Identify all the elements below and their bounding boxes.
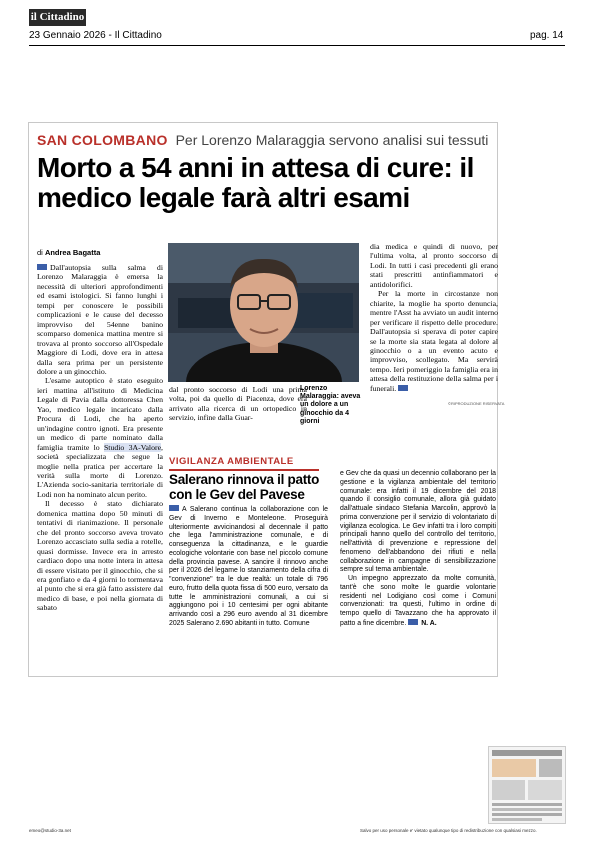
header-divider [29, 45, 565, 46]
highlighted-text: Studio 3A-Valore [103, 442, 162, 452]
paragraph [37, 376, 163, 499]
paragraph-text: , società specializzata che segue la moglie nella pratica per accertare la verità sulla morte di Lorenzo. L'Azienda socio-sanitaria territoriale di Lodi non ha nominato alcun perito. [37, 442, 163, 499]
paragraph [370, 289, 498, 393]
dateline: 23 Gennaio 2026 - Il Cittadino [29, 30, 162, 41]
byline [37, 248, 100, 257]
newspaper-logo: il Cittadino [29, 9, 86, 26]
portrait-illustration [168, 243, 359, 382]
thumbnail-graphic [489, 747, 565, 823]
page-number: pag. 14 [530, 30, 564, 41]
paragraph [37, 263, 163, 376]
byline-prefix: di [37, 248, 43, 257]
article-column-2 [169, 385, 307, 423]
sidebar-column-2 [340, 470, 496, 629]
sidebar-section-label: VIGILANZA AMBIENTALE [169, 456, 294, 467]
photo-caption: Lorenzo Malaraggia: aveva un dolore a un ginocchio da 4 giorni [300, 385, 361, 425]
footer-email: emeo@studio-3a.net [29, 828, 71, 833]
paragraph [340, 575, 496, 629]
paragraph: dia medica e quindi di nuovo, per l'ultima volta, al pronto soccorso di Lodi. In tutti i casi precedenti gli erano stati prescritti antinfiammatori e antidolorifici. [370, 242, 498, 289]
kicker: Per Lorenzo Malaraggia servono analisi sui tessuti [175, 132, 489, 148]
square-marker-icon [37, 264, 47, 270]
signature: N. A. [421, 619, 437, 627]
footer-disclaimer: Salvo per uso personale e' vietato qualunque tipo di redistribuzione con qualsiasi mezzo. [360, 828, 537, 833]
paragraph: e Gev che da quasi un decennio collaborano per la gestione e la vigilanza ambientale del territorio comunale: era infatti il 19 dicembre del 2018 quando il consiglio comunale, allora già guidato dall'attuale sindaco Stefania Marcolin, approvò la prima convenzione per il servizio di volontariato di vigilanza ecologica. Le Gev infatti tra i loro compiti principali hanno quello del controllo del territorio, nell'attività di prevenzione e repressione del fenomeno dell'abbandono dei rifiuti e nella collaborazione in campagne di sensibilizzazione sempre sul tema ambientale. [340, 470, 496, 574]
paragraph-text: A Salerano continua la collaborazione con le Gev di Inverno e Monteleone. Proseguirà ulteriormente avvicinandosi al decennale il patto che lega l'amministrazione comunale, e di conseguenza la cittadinanza, e le guardie ecologiche volontarie con base nel piccolo comune della provincia pavese. A sancire il rinnovo anche per il 2026 del legame lo stanziamento della cifra di "convenzione" tra le due realtà: un totale di 796 euro, frutto della quota fissa di 500 euro, versato da tutte le amministrazioni comunali, a cui si aggiungono poi i 10 centesimi per ogni abitante arrivando così a 296 euro avendo al 31 dicembre 2025 Salerano 2.690 abitanti in tutto. Comune [169, 506, 328, 627]
square-marker-icon [398, 385, 408, 391]
copyright-notice: ©RIPRODUZIONE RISERVATA [448, 401, 505, 406]
sidebar-headline: Salerano rinnova il patto con le Gev del Pavese [169, 472, 320, 502]
paragraph-text: Un impegno apprezzato da molte comunità, tant'è che sono molte le guardie volontarie residenti nel Lodigiano così come i Comuni convenzionati: tra questi, l'ultimo in ordine di tempo quello di Tavazzano che ha approvato il patto a fine dicembre. [340, 575, 496, 627]
section-kicker [37, 132, 488, 148]
sidebar-divider [169, 469, 319, 471]
byline-author: Andrea Bagatta [44, 248, 101, 257]
section-label: SAN COLOMBANO [37, 132, 168, 148]
article-column-3 [370, 242, 498, 393]
paragraph [169, 505, 328, 629]
sidebar-column-1 [169, 505, 328, 629]
paragraph: dal pronto soccorso di Lodi una prima volta, poi da quello di Piacenza, dove era arrivato alla ricerca di un ortopedico in servizio, infine dalla Guar- [169, 385, 307, 423]
paragraph-text: L'esame autoptico è stato eseguito ieri mattina all'istituto di Medicina Legale di Pavia dalla dottoressa Chen Yao, medico legale incaricato dalla Procura di Lodi, che ha aperto un'indagine contro ignoti. Era presente un medico di parte nominato dalla famiglia tramite lo [37, 376, 163, 452]
article-column-1 [37, 263, 163, 613]
page-thumbnail [488, 746, 566, 824]
paragraph-text: Per la morte in circostanze non chiarite, la moglie ha sporto denuncia, mentre l'Asst ha avviato un audit interno per verificare il rispetto delle procedure. Dall'autopsia si sperava di poter capire se la morte sia stata legata al dolore al ginocchio o a un evento acuto e improvviso, scollegato. Ma servirà tempo. Ieri pomeriggio la famiglia era in attesa della restituzione della salma per i funerali. [370, 289, 498, 393]
square-marker-icon [169, 505, 179, 511]
paragraph: Il decesso è stato dichiarato domenica mattina dopo 50 minuti di tentativi di rianimazione. Il personale che del pronto soccorso aveva trovato Lorenzo accasciato sulla sedia a rotelle, quasi dormisse. Invece era in arresto cardiaco dopo una notte intera in attesa di essere visitato per il ginocchio, che si era gonfiato e da 4 giorni lo tormentava al punto che si era già fatto assistere dal medico di base, e poi nella giornata di sabato [37, 499, 163, 613]
portrait-photo [168, 243, 359, 382]
article-headline: Morto a 54 anni in attesa di cure: il medico legale farà altri esami [37, 152, 474, 213]
square-marker-icon [408, 619, 418, 625]
paragraph-text: Dall'autopsia sulla salma di Lorenzo Malaraggia è emersa la necessità di ulteriori approfondimenti ed esami istologici. Si fanno lunghi i tempi per conoscere le possibili complicazioni e le cause del decesso improvviso del 54enne banino scomparso domenica mattina mentre si trovava al pronto soccorso all'Ospedale Maggiore di Lodi, dove era in attesa dalla sera prima per un persistente dolore a un ginocchio. [37, 263, 163, 376]
